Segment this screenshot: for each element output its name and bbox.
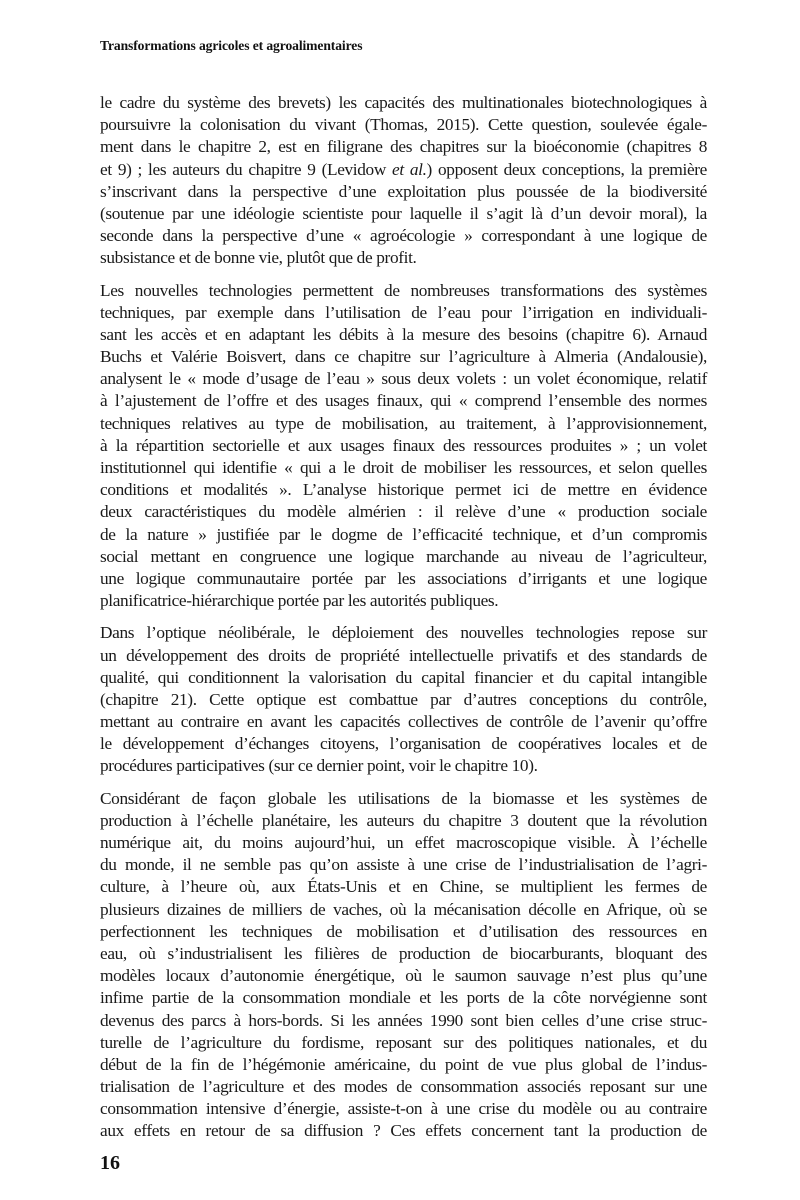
- page-number: 16: [100, 1152, 120, 1174]
- text-line: social mettant en congruence une logique marchande au niveau de l’agriculteur,: [100, 546, 707, 566]
- text-line: aux effets en retour de sa diffusion ? Ces effets concernent tant la production de: [100, 1121, 707, 1141]
- text-line: planificatrice-hiérarchique portée par les autorités publiques.: [100, 591, 499, 611]
- text-line: devenus des parcs à hors-bords. Si les années 1990 sont bien celles d’une crise struc-: [100, 1010, 707, 1030]
- paragraph: [100, 92, 707, 270]
- text-line: qualité, qui conditionnent la valorisation du capital financier et du capital intangible: [100, 667, 707, 687]
- text-line: à l’ajustement de l’offre et des usages finaux, qui « comprend l’ensemble des normes: [100, 391, 707, 411]
- text-line: conditions et modalités ». L’analyse historique permet ici de mettre en évidence: [100, 480, 707, 500]
- text-line: (soutenue par une idéologie scientiste pour laquelle il s’agit là d’un devoir moral), la: [100, 203, 707, 223]
- text-line: et 9) ; les auteurs du chapitre 9 (Levidow et al.) opposent deux conceptions, la première: [100, 159, 707, 179]
- text-line: Dans l’optique néolibérale, le déploiement des nouvelles technologies repose sur: [100, 623, 707, 643]
- paragraph: [100, 280, 707, 613]
- text-line: (chapitre 21). Cette optique est combattue par d’autres conceptions du contrôle,: [100, 689, 707, 709]
- text-line: seconde dans la perspective d’une « agroécologie » correspondant à une logique de: [100, 226, 707, 246]
- text-line: poursuivre la colonisation du vivant (Thomas, 2015). Cette question, soulevée égale-: [100, 115, 707, 135]
- text-line: un développement des droits de propriété intellectuelle privatifs et des standards de: [100, 645, 707, 665]
- body-text: [100, 92, 707, 1153]
- text-line: production à l’échelle planétaire, les auteurs du chapitre 3 doutent que la révolution: [100, 810, 707, 830]
- paragraph: [100, 622, 707, 777]
- text-line: Buchs et Valérie Boisvert, dans ce chapitre sur l’agriculture à Almeria (Andalousie),: [100, 347, 707, 367]
- text-line: numérique ait, du moins aujourd’hui, un effet macroscopique visible. À l’échelle: [100, 833, 707, 852]
- text-line: une logique communautaire portée par les associations d’irrigants et une logique: [100, 568, 707, 588]
- text-line: à la répartition sectorielle et aux usages finaux des ressources produites » ; un volet: [100, 435, 707, 455]
- text-line: début de la fin de l’hégémonie américaine, du point de vue plus global de l’indus-: [100, 1054, 707, 1074]
- text-line: consommation intensive d’énergie, assiste-t-on à une crise du modèle ou au contraire: [100, 1099, 707, 1119]
- paragraph: [100, 788, 707, 1143]
- text-line: s’inscrivant dans la perspective d’une exploitation plus poussée de la biodiversité: [100, 181, 707, 201]
- italic-phrase: et al.: [392, 159, 427, 179]
- text-line: culture, à l’heure où, aux États-Unis et en Chine, se multiplient les fermes de: [100, 877, 707, 897]
- text-line: eau, où s’industrialisent les filières de production de biocarburants, bloquant des: [100, 943, 707, 963]
- text-line: de la nature » justifiée par le dogme de l’efficacité technique, et d’un compromis: [100, 524, 707, 544]
- text-line: perfectionnent les techniques de mobilisation et d’utilisation des ressources en: [100, 921, 707, 941]
- text-line: turelle de l’agriculture du fordisme, reposant sur des politiques nationales, et du: [100, 1032, 707, 1052]
- text-line: modèles locaux d’autonomie énergétique, où le saumon sauvage n’est plus qu’une: [100, 966, 707, 986]
- text-line: analysent le « mode d’usage de l’eau » sous deux volets : un volet économique, relatif: [100, 369, 707, 389]
- text-line: institutionnel qui identifie « qui a le droit de mobiliser les ressources, et selon quelles: [100, 458, 707, 477]
- text-line: le développement d’échanges citoyens, l’organisation de coopératives locales et de: [100, 734, 707, 754]
- text-line: subsistance et de bonne vie, plutôt que de profit.: [100, 248, 417, 268]
- running-head: Transformations agricoles et agroalimentaires: [100, 38, 363, 53]
- text-line: trialisation de l’agriculture et des modes de consommation associés reposant sur une: [100, 1077, 707, 1097]
- text-line: le cadre du système des brevets) les capacités des multinationales biotechnologiques à: [100, 93, 707, 112]
- text-line: deux caractéristiques du modèle almérien : il relève d’une « production sociale: [100, 502, 707, 522]
- text-line: infime partie de la consommation mondiale et les ports de la côte norvégienne sont: [100, 988, 707, 1008]
- text-line: sant les accès et en adaptant les débits à la mesure des besoins (chapitre 6). Arnaud: [100, 324, 707, 344]
- text-line: techniques relatives au type de mobilisation, au traitement, à l’approvisionnement,: [100, 413, 707, 433]
- text-line: plusieurs dizaines de milliers de vaches, où la mécanisation décolle en Afrique, où se: [100, 899, 707, 919]
- text-line: du monde, il ne semble pas qu’on assiste à une crise de l’industrialisation de l’agri-: [100, 855, 707, 875]
- text-line: Considérant de façon globale les utilisations de la biomasse et les systèmes de: [100, 788, 707, 808]
- text-line: mettant au contraire en avant les capacités collectives de contrôle de l’avenir qu’offre: [100, 712, 707, 732]
- text-line: ment dans le chapitre 2, est en filigrane des chapitres sur la bioéconomie (chapitres 8: [100, 137, 707, 157]
- text-line: techniques, par exemple dans l’utilisation de l’eau pour l’irrigation en individuali-: [100, 302, 707, 322]
- text-line: procédures participatives (sur ce dernier point, voir le chapitre 10).: [100, 756, 538, 776]
- text-line: Les nouvelles technologies permettent de nombreuses transformations des systèmes: [100, 280, 707, 300]
